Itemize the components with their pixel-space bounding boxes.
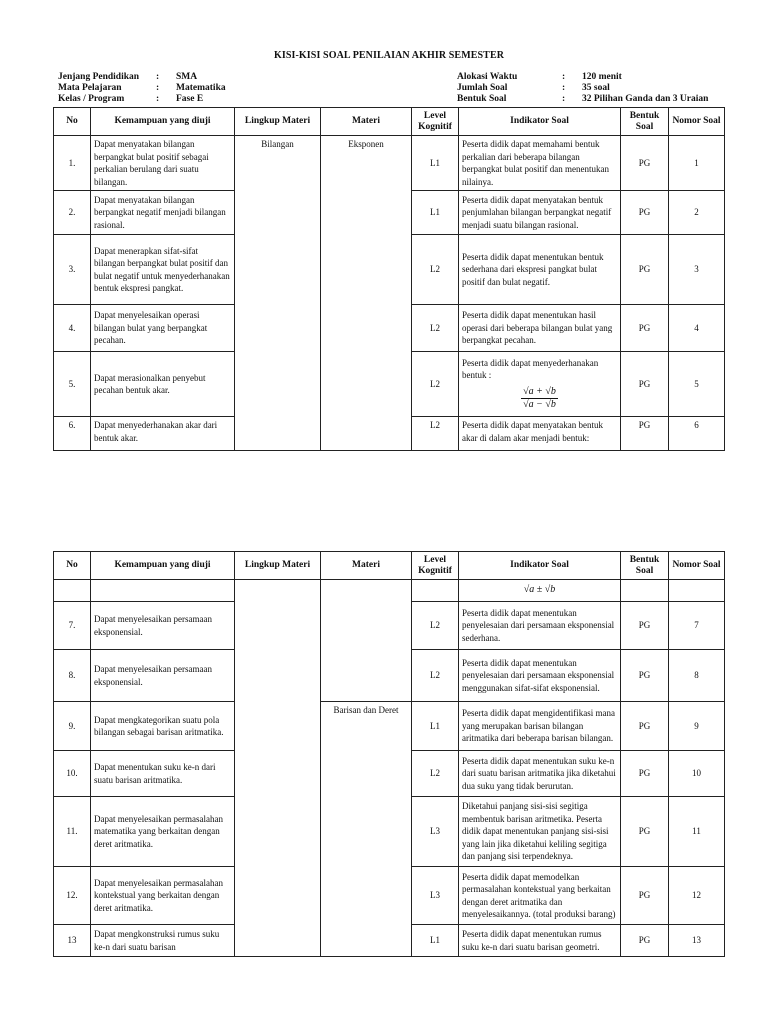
meta-value: 120 menit <box>582 72 622 82</box>
col-no-header: No <box>54 108 91 136</box>
row-indikator: Peserta didik dapat menentukan suku ke-n dari suatu barisan aritmatika jika diketahui dua suku yang tidak berurutan. <box>459 751 621 797</box>
row-level: L2 <box>412 602 459 650</box>
row-bentuk: PG <box>621 235 669 305</box>
row-nomor: 10 <box>669 751 725 797</box>
col-indikator-header: Indikator Soal <box>459 552 621 580</box>
row-nomor: 13 <box>669 925 725 957</box>
row-indikator: Diketahui panjang sisi-sisi segitiga membentuk barisan aritmetika. Peserta didik dapat menentukan panjang sisi-sisi yang lain jika diketahui keliling segitiga dan panjang sisi terpendeknya. <box>459 797 621 867</box>
row-nomor: 4 <box>669 305 725 352</box>
col-indikator-header: Indikator Soal <box>459 108 621 136</box>
row-kemampuan <box>91 580 235 602</box>
row-level <box>412 580 459 602</box>
col-lingkup-header: Lingkup Materi <box>235 552 321 580</box>
kisi-kisi-table-page-2 <box>53 551 725 957</box>
row-kemampuan: Dapat mengkategorikan suatu pola bilangan sebagai barisan aritmatika. <box>91 702 235 751</box>
indikator-text: Peserta didik dapat menyederhanakan bentuk : <box>462 357 599 380</box>
row-kemampuan: Dapat menyelesaikan permasalahan kontekstual yang berkaitan dengan deret aritmatika. <box>91 867 235 925</box>
row-no: 3. <box>54 235 91 305</box>
meta-colon: : <box>156 83 160 93</box>
row-bentuk: PG <box>621 867 669 925</box>
document-title: KISI-KISI SOAL PENILAIAN AKHIR SEMESTER <box>273 50 505 61</box>
row-nomor: 2 <box>669 191 725 235</box>
col-kemampuan-header: Kemampuan yang diuji <box>91 108 235 136</box>
row-bentuk: PG <box>621 602 669 650</box>
meta-row <box>58 94 226 105</box>
row-bentuk: PG <box>621 136 669 191</box>
kisi-kisi-table-page-1 <box>53 107 725 451</box>
col-bentuk-header: Bentuk Soal <box>621 552 669 580</box>
row-level: L2 <box>412 417 459 451</box>
lingkup-materi-cell <box>235 580 321 957</box>
row-bentuk: PG <box>621 305 669 352</box>
meta-key: Jenjang Pendidikan <box>58 72 140 82</box>
meta-value: Matematika <box>176 83 226 93</box>
continuation-formula: √a ± √b <box>459 580 621 602</box>
row-no: 5. <box>54 352 91 417</box>
row-level: L3 <box>412 867 459 925</box>
col-lingkup-header: Lingkup Materi <box>235 108 321 136</box>
fraction <box>521 386 558 412</box>
materi-cell <box>321 580 412 702</box>
row-nomor <box>669 580 725 602</box>
col-bentuk-header: Bentuk Soal <box>621 108 669 136</box>
row-nomor: 7 <box>669 602 725 650</box>
row-level: L2 <box>412 305 459 352</box>
meta-colon: : <box>156 72 160 82</box>
row-kemampuan: Dapat menyatakan bilangan berpangkat bulat positif sebagai perkalian berulang dari suatu bilangan. <box>91 136 235 191</box>
row-nomor: 9 <box>669 702 725 751</box>
row-indikator: Peserta didik dapat memodelkan permasalahan kontekstual yang berkaitan dengan deret aritmatika dan menyelesaikannya. (total produksi barang) <box>459 867 621 925</box>
row-nomor: 5 <box>669 352 725 417</box>
meta-key: Kelas / Program <box>58 94 125 104</box>
row-level: L2 <box>412 650 459 702</box>
meta-colon: : <box>156 94 160 104</box>
col-level-header: Level Kognitif <box>412 108 459 136</box>
meta-row <box>58 72 226 83</box>
meta-row <box>457 72 708 83</box>
row-nomor: 3 <box>669 235 725 305</box>
meta-key: Bentuk Soal <box>457 94 507 104</box>
row-level: L1 <box>412 191 459 235</box>
col-materi-header: Materi <box>321 108 412 136</box>
meta-key: Alokasi Waktu <box>457 72 518 82</box>
row-no: 4. <box>54 305 91 352</box>
row-nomor: 11 <box>669 797 725 867</box>
row-kemampuan: Dapat menyelesaikan permasalahan matematika yang berkaitan dengan deret aritmatika. <box>91 797 235 867</box>
col-kemampuan-header: Kemampuan yang diuji <box>91 552 235 580</box>
meta-colon: : <box>562 94 566 104</box>
continuation-row <box>54 580 725 602</box>
meta-key: Jumlah Soal <box>457 83 508 93</box>
meta-row <box>58 83 226 94</box>
meta-row <box>457 83 708 94</box>
meta-value: Fase E <box>176 94 204 104</box>
fraction-formula <box>462 386 617 412</box>
row-no: 9. <box>54 702 91 751</box>
table-row <box>54 702 725 751</box>
row-nomor: 1 <box>669 136 725 191</box>
row-nomor: 12 <box>669 867 725 925</box>
lingkup-materi-cell: Bilangan <box>235 136 321 451</box>
row-level: L3 <box>412 797 459 867</box>
row-bentuk: PG <box>621 650 669 702</box>
materi-cell: Eksponen <box>321 136 412 451</box>
row-bentuk: PG <box>621 191 669 235</box>
row-no: 1. <box>54 136 91 191</box>
row-level: L1 <box>412 136 459 191</box>
row-kemampuan: Dapat mengkonstruksi rumus suku ke-n dari suatu barisan <box>91 925 235 957</box>
row-indikator: Peserta didik dapat menentukan rumus suku ke-n dari suatu barisan geometri. <box>459 925 621 957</box>
row-no: 10. <box>54 751 91 797</box>
row-level: L2 <box>412 751 459 797</box>
row-indikator: Peserta didik dapat mengidentifikasi mana yang merupakan barisan bilangan aritmatika dari beberapa barisan bilangan. <box>459 702 621 751</box>
row-no <box>54 580 91 602</box>
row-nomor: 8 <box>669 650 725 702</box>
row-indikator: Peserta didik dapat menentukan penyelesaian dari persamaan eksponensial menggunakan sifat-sifat eksponensial. <box>459 650 621 702</box>
fraction-denominator: √a − √b <box>523 399 556 410</box>
row-level: L2 <box>412 352 459 417</box>
row-kemampuan: Dapat menentukan suku ke-n dari suatu barisan aritmatika. <box>91 751 235 797</box>
meta-key: Mata Pelajaran <box>58 83 122 93</box>
row-bentuk: PG <box>621 797 669 867</box>
row-nomor: 6 <box>669 417 725 451</box>
row-indikator: Peserta didik dapat menentukan bentuk sederhana dari ekspresi pangkat bulat positif dan bulat negatif. <box>459 235 621 305</box>
row-no: 7. <box>54 602 91 650</box>
row-level: L2 <box>412 235 459 305</box>
row-indikator <box>459 352 621 417</box>
table-row <box>54 136 725 191</box>
row-kemampuan: Dapat menerapkan sifat-sifat bilangan berpangkat bulat positif dan bulat negatif untuk menyederhanakan bentuk ekspresi pangkat. <box>91 235 235 305</box>
row-indikator: Peserta didik dapat menentukan penyelesaian dari persamaan eksponensial sederhana. <box>459 602 621 650</box>
row-kemampuan: Dapat menyelesaikan persamaan eksponensial. <box>91 602 235 650</box>
row-level: L1 <box>412 925 459 957</box>
meta-value: SMA <box>176 72 198 82</box>
row-no: 13 <box>54 925 91 957</box>
meta-value: 32 Pilihan Ganda dan 3 Uraian <box>582 94 709 104</box>
row-no: 6. <box>54 417 91 451</box>
row-no: 11. <box>54 797 91 867</box>
row-kemampuan: Dapat merasionalkan penyebut pecahan bentuk akar. <box>91 352 235 417</box>
row-level: L1 <box>412 702 459 751</box>
meta-value: 35 soal <box>582 83 610 93</box>
row-bentuk: PG <box>621 751 669 797</box>
row-bentuk: PG <box>621 352 669 417</box>
row-bentuk: PG <box>621 702 669 751</box>
row-kemampuan: Dapat menyelesaikan operasi bilangan bulat yang berpangkat pecahan. <box>91 305 235 352</box>
header-row <box>54 552 725 580</box>
row-no: 2. <box>54 191 91 235</box>
fraction-numerator: √a + √b <box>521 386 558 400</box>
row-indikator: Peserta didik dapat menyatakan bentuk akar di dalam akar menjadi bentuk: <box>459 417 621 451</box>
col-no-header: No <box>54 552 91 580</box>
header-row <box>54 108 725 136</box>
col-level-header: Level Kognitif <box>412 552 459 580</box>
meta-colon: : <box>562 83 566 93</box>
meta-right <box>457 72 708 105</box>
meta-row <box>457 94 708 105</box>
row-indikator: Peserta didik dapat menyatakan bentuk penjumlahan bilangan berpangkat negatif menjadi suatu bilangan rasional. <box>459 191 621 235</box>
materi-barisan-cell: Barisan dan Deret <box>321 702 412 957</box>
row-bentuk <box>621 580 669 602</box>
meta-left <box>58 72 226 105</box>
row-kemampuan: Dapat menyelesaikan persamaan eksponensial. <box>91 650 235 702</box>
row-bentuk: PG <box>621 925 669 957</box>
row-no: 8. <box>54 650 91 702</box>
row-indikator: Peserta didik dapat memahami bentuk perkalian dari beberapa bilangan berpangkat bulat positif dan menentukan nilainya. <box>459 136 621 191</box>
row-kemampuan: Dapat menyatakan bilangan berpangkat negatif menjadi bilangan rasional. <box>91 191 235 235</box>
row-kemampuan: Dapat menyederhanakan akar dari bentuk akar. <box>91 417 235 451</box>
col-materi-header: Materi <box>321 552 412 580</box>
row-no: 12. <box>54 867 91 925</box>
col-nomor-header: Nomor Soal <box>669 552 725 580</box>
row-indikator: Peserta didik dapat menentukan hasil operasi dari beberapa bilangan bulat yang berpangkat pecahan. <box>459 305 621 352</box>
col-nomor-header: Nomor Soal <box>669 108 725 136</box>
meta-colon: : <box>562 72 566 82</box>
row-bentuk: PG <box>621 417 669 451</box>
